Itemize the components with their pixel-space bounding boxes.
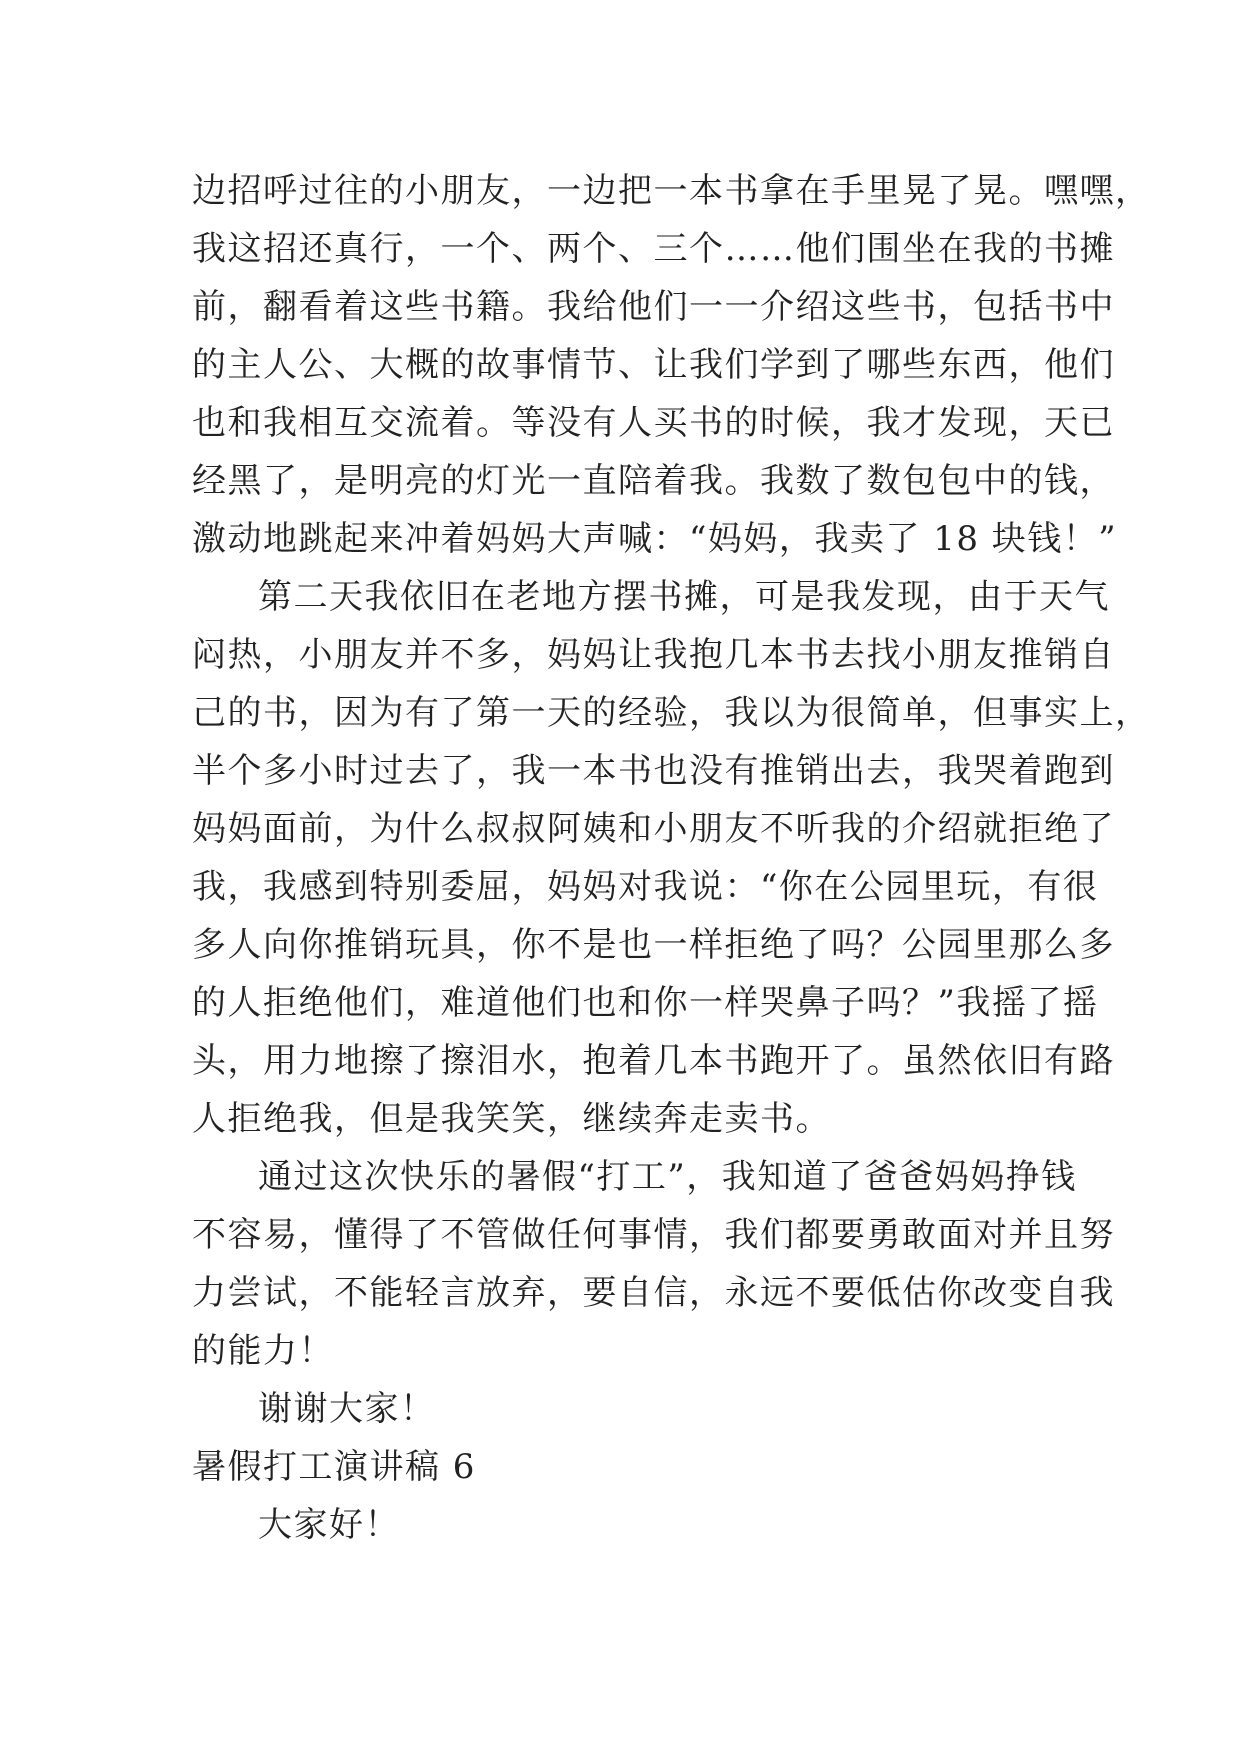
- text-line: 的主人公、大概的故事情节、让我们学到了哪些东西，他们: [192, 345, 1115, 385]
- text-line: 力尝试，不能轻言放弃，要自信，永远不要低估你改变自我: [192, 1273, 1115, 1313]
- text-line: 第二天我依旧在老地方摆书摊，可是我发现，由于天气: [258, 577, 1110, 617]
- text-line: 边招呼过往的小朋友，一边把一本书拿在手里晃了晃。嘿嘿，: [192, 171, 1151, 211]
- text-line: 大家好！: [258, 1505, 400, 1545]
- text-line: 人拒绝我，但是我笑笑，继续奔走卖书。: [192, 1099, 831, 1139]
- text-line: 己的书，因为有了第一天的经验，我以为很简单，但事实上，: [192, 693, 1151, 733]
- text-line: 激动地跳起来冲着妈妈大声喊：“妈妈，我卖了 18 块钱！”: [192, 519, 1118, 559]
- text-line: 妈妈面前，为什么叔叔阿姨和小朋友不听我的介绍就拒绝了: [192, 809, 1115, 849]
- text-line: 的能力！: [192, 1331, 334, 1371]
- document-body: [192, 162, 1151, 1554]
- text-line: 闷热，小朋友并不多，妈妈让我抱几本书去找小朋友推销自: [192, 635, 1115, 675]
- text-line: 多人向你推销玩具，你不是也一样拒绝了吗？公园里那么多: [192, 925, 1115, 965]
- text-line: 前，翻看着这些书籍。我给他们一一介绍这些书，包括书中: [192, 287, 1115, 327]
- text-line: 暑假打工演讲稿 6: [192, 1447, 476, 1487]
- text-line: 头，用力地擦了擦泪水，抱着几本书跑开了。虽然依旧有路: [192, 1041, 1115, 1081]
- text-line: 谢谢大家！: [258, 1389, 436, 1429]
- text-line: 我，我感到特别委屈，妈妈对我说：“你在公园里玩，有很: [192, 867, 1099, 907]
- text-line: 的人拒绝他们，难道他们也和你一样哭鼻子吗？”我摇了摇: [192, 983, 1099, 1023]
- text-line: 经黑了，是明亮的灯光一直陪着我。我数了数包包中的钱，: [192, 461, 1115, 501]
- text-line: 不容易，懂得了不管做任何事情，我们都要勇敢面对并且努: [192, 1215, 1115, 1255]
- text-line: 半个多小时过去了，我一本书也没有推销出去，我哭着跑到: [192, 751, 1115, 791]
- text-line: 通过这次快乐的暑假“打工”，我知道了爸爸妈妈挣钱: [258, 1157, 1077, 1197]
- text-line: 我这招还真行，一个、两个、三个……他们围坐在我的书摊: [192, 229, 1115, 269]
- text-line: 也和我相互交流着。等没有人买书的时候，我才发现，天已: [192, 403, 1115, 443]
